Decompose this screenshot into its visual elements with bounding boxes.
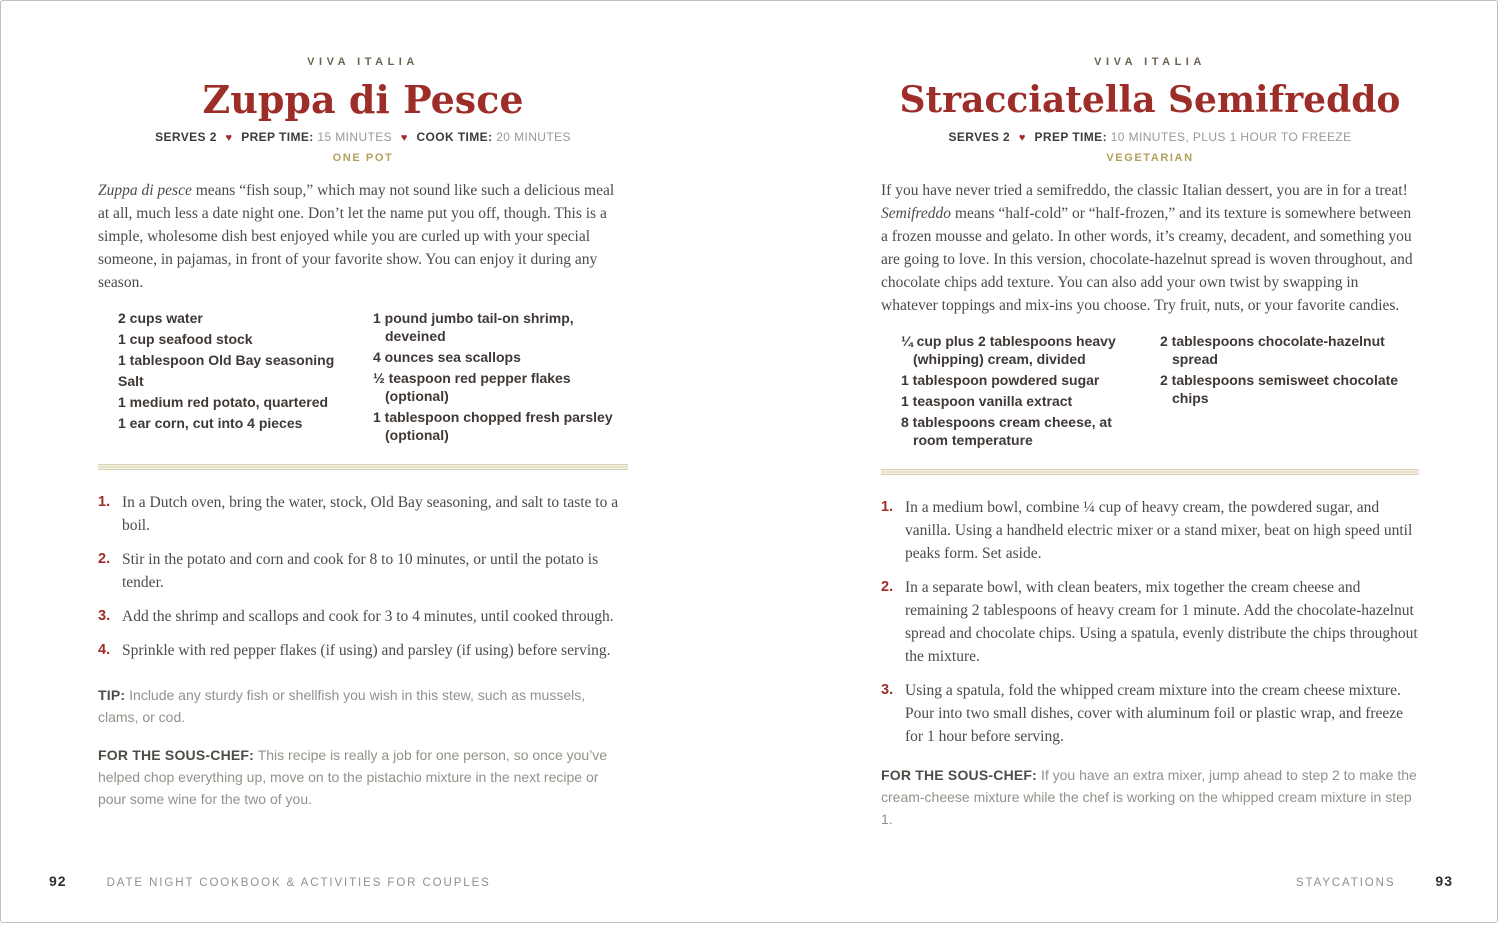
intro-body-text: means “fish soup,” which may not sound like such a delicious meal at all, much less a date night one. Don’t let the name put you off, though. This is a simple, wholesome dish best enjoyed while you are curled up with your special someone, in pajamas, in front of your favorite show. You can enjoy it during any season. [98, 182, 615, 291]
recipe-title: Zuppa di Pesce [202, 77, 524, 122]
prep-time-value: 15 MINUTES [317, 130, 393, 144]
ingredient-column-2 [1160, 332, 1419, 452]
step-list [881, 496, 1419, 748]
souschef-label: FOR THE SOUS-CHEF: [98, 747, 255, 763]
ingredient-item: 2 tablespoons chocolate-hazelnut spread [1160, 333, 1385, 367]
prep-time-label: PREP TIME: [241, 130, 314, 144]
ingredient-column-2 [373, 309, 628, 447]
tip-label: TIP: [98, 687, 126, 703]
ingredient-item: ¼ cup plus 2 tablespoons heavy (whipping) cream, divided [901, 333, 1116, 367]
ingredient-item: 1 cup seafood stock [118, 331, 253, 347]
step-item [881, 496, 1419, 565]
tip-note [98, 684, 628, 728]
step-text: In a medium bowl, combine ¼ cup of heavy cream, the powdered sugar, and vanilla. Using a handheld electric mixer or a stand mixer, beat on high speed until peaks form. Set aside. [905, 499, 1413, 562]
section-title: STAYCATIONS [1295, 877, 1396, 889]
recipe-intro [881, 179, 1419, 317]
ingredient-list [98, 309, 628, 447]
heart-icon: ♥ [1018, 132, 1026, 144]
step-item [881, 576, 1419, 668]
step-number: 3. [98, 608, 111, 624]
step-item [98, 548, 628, 594]
book-title: DATE NIGHT COOKBOOK & ACTIVITIES FOR COUPLES [106, 877, 491, 889]
ingredient-item: ½ teaspoon red pepper flakes (optional) [373, 370, 571, 404]
step-text: Using a spatula, fold the whipped cream mixture into the cream cheese mixture. Pour into two small dishes, cover with aluminum foil or plastic wrap, and freeze for 1 hour before serving. [905, 682, 1404, 745]
step-item [98, 491, 628, 537]
step-item [98, 639, 628, 662]
step-number: 1. [98, 494, 111, 510]
serves-text: SERVES 2 [155, 130, 217, 144]
tip-text: Include any sturdy fish or shellfish you wish in this stew, such as mussels, clams, or cod. [98, 687, 586, 725]
ingredient-item: 2 cups water [118, 310, 203, 326]
section-divider [881, 469, 1419, 475]
recipe-tag-badge: VEGETARIAN [1106, 152, 1194, 164]
intro-italic-lead: Zuppa di pesce [98, 182, 192, 199]
page-number: 92 [49, 873, 67, 889]
recipe-intro [98, 179, 628, 294]
ingredient-item: 8 tablespoons cream cheese, at room temperature [901, 414, 1112, 448]
ingredient-item: 1 tablespoon Old Bay seasoning [118, 352, 335, 368]
ingredient-item: 1 tablespoon powdered sugar [901, 372, 1100, 388]
ingredient-item: 2 tablespoons semisweet chocolate chips [1160, 372, 1399, 406]
ingredient-column-1 [118, 309, 373, 447]
recipe-tag-badge: ONE POT [332, 152, 394, 164]
souschef-note [98, 744, 628, 810]
footer-left [49, 873, 491, 889]
intro-body-text: means “half-cold” or “half-frozen,” and its texture is somewhere between a frozen mousse and gelato. In other words, it’s creamy, decadent, and something you are going to love. In this version, chocolate-hazelnut spread is woven throughout, and chocolate chips add texture. You can also add your own twist by swapping in whatever toppings and mix-ins you choose. Try fruit, nuts, or your favorite candies. [881, 205, 1413, 314]
souschef-text: This recipe is really a job for one person, so once you’ve helped chop everything up, move on to the pistachio mixture in the next recipe or pour some wine for the two of you. [98, 747, 608, 807]
recipe-meta [98, 130, 628, 144]
page-left-recipe [98, 56, 628, 810]
step-number: 2. [881, 579, 894, 595]
step-list [98, 491, 628, 662]
ingredient-item: 4 ounces sea scallops [373, 349, 521, 365]
recipe-title: Stracciatella Semifreddo [899, 79, 1401, 121]
step-number: 1. [881, 499, 894, 515]
souschef-text: If you have an extra mixer, jump ahead to step 2 to make the cream-cheese mixture while the chef is working on the whipped cream mixture in step 1. [881, 767, 1417, 827]
heart-icon: ♥ [400, 132, 408, 144]
ingredient-item: 1 teaspoon vanilla extract [901, 393, 1073, 409]
serves-text: SERVES 2 [948, 130, 1011, 144]
souschef-note [881, 764, 1419, 830]
cook-time-value: 20 MINUTES [496, 130, 571, 144]
chapter-eyebrow: VIVA ITALIA [307, 56, 419, 68]
prep-time-value: 10 MINUTES, PLUS 1 HOUR TO FREEZE [1110, 130, 1352, 144]
page-number: 93 [1435, 873, 1453, 889]
step-number: 4. [98, 642, 111, 658]
section-divider [98, 464, 628, 470]
step-text: In a separate bowl, with clean beaters, mix together the cream cheese and remaining 2 tablespoons of heavy cream for 1 minute. Add the chocolate-hazelnut spread and chocolate chips. Using a spatula, evenly distribute the chips throughout the mixture. [905, 579, 1418, 665]
ingredient-item: 1 ear corn, cut into 4 pieces [118, 415, 303, 431]
prep-time-label: PREP TIME: [1034, 130, 1107, 144]
step-number: 3. [881, 682, 894, 698]
intro-body-text: If you have never tried a semifreddo, the classic Italian dessert, you are in for a treat! [881, 182, 1408, 199]
recipe-meta [881, 130, 1419, 144]
ingredient-item: 1 tablespoon chopped fresh parsley (optional) [373, 409, 613, 443]
step-text: Add the shrimp and scallops and cook for 3 to 4 minutes, until cooked through. [122, 608, 614, 625]
ingredient-item: Salt [118, 373, 144, 389]
ingredient-column-1 [901, 332, 1160, 452]
souschef-label: FOR THE SOUS-CHEF: [881, 767, 1038, 783]
step-number: 2. [98, 551, 111, 567]
footer-right [1296, 873, 1453, 889]
heart-icon: ♥ [225, 132, 233, 144]
ingredient-list [881, 332, 1419, 452]
step-item [881, 679, 1419, 748]
step-item [98, 605, 628, 628]
step-text: Sprinkle with red pepper flakes (if using) and parsley (if using) before serving. [122, 642, 611, 659]
ingredient-item: 1 pound jumbo tail-on shrimp, deveined [373, 310, 574, 344]
chapter-eyebrow: VIVA ITALIA [1094, 56, 1206, 68]
intro-italic-lead: Semifreddo [881, 205, 952, 222]
step-text: Stir in the potato and corn and cook for 8 to 10 minutes, or until the potato is tender. [122, 551, 599, 591]
page-right-recipe [881, 56, 1419, 830]
cook-time-label: COOK TIME: [416, 130, 493, 144]
ingredient-item: 1 medium red potato, quartered [118, 394, 329, 410]
step-text: In a Dutch oven, bring the water, stock, Old Bay seasoning, and salt to taste to a boil. [122, 494, 619, 534]
